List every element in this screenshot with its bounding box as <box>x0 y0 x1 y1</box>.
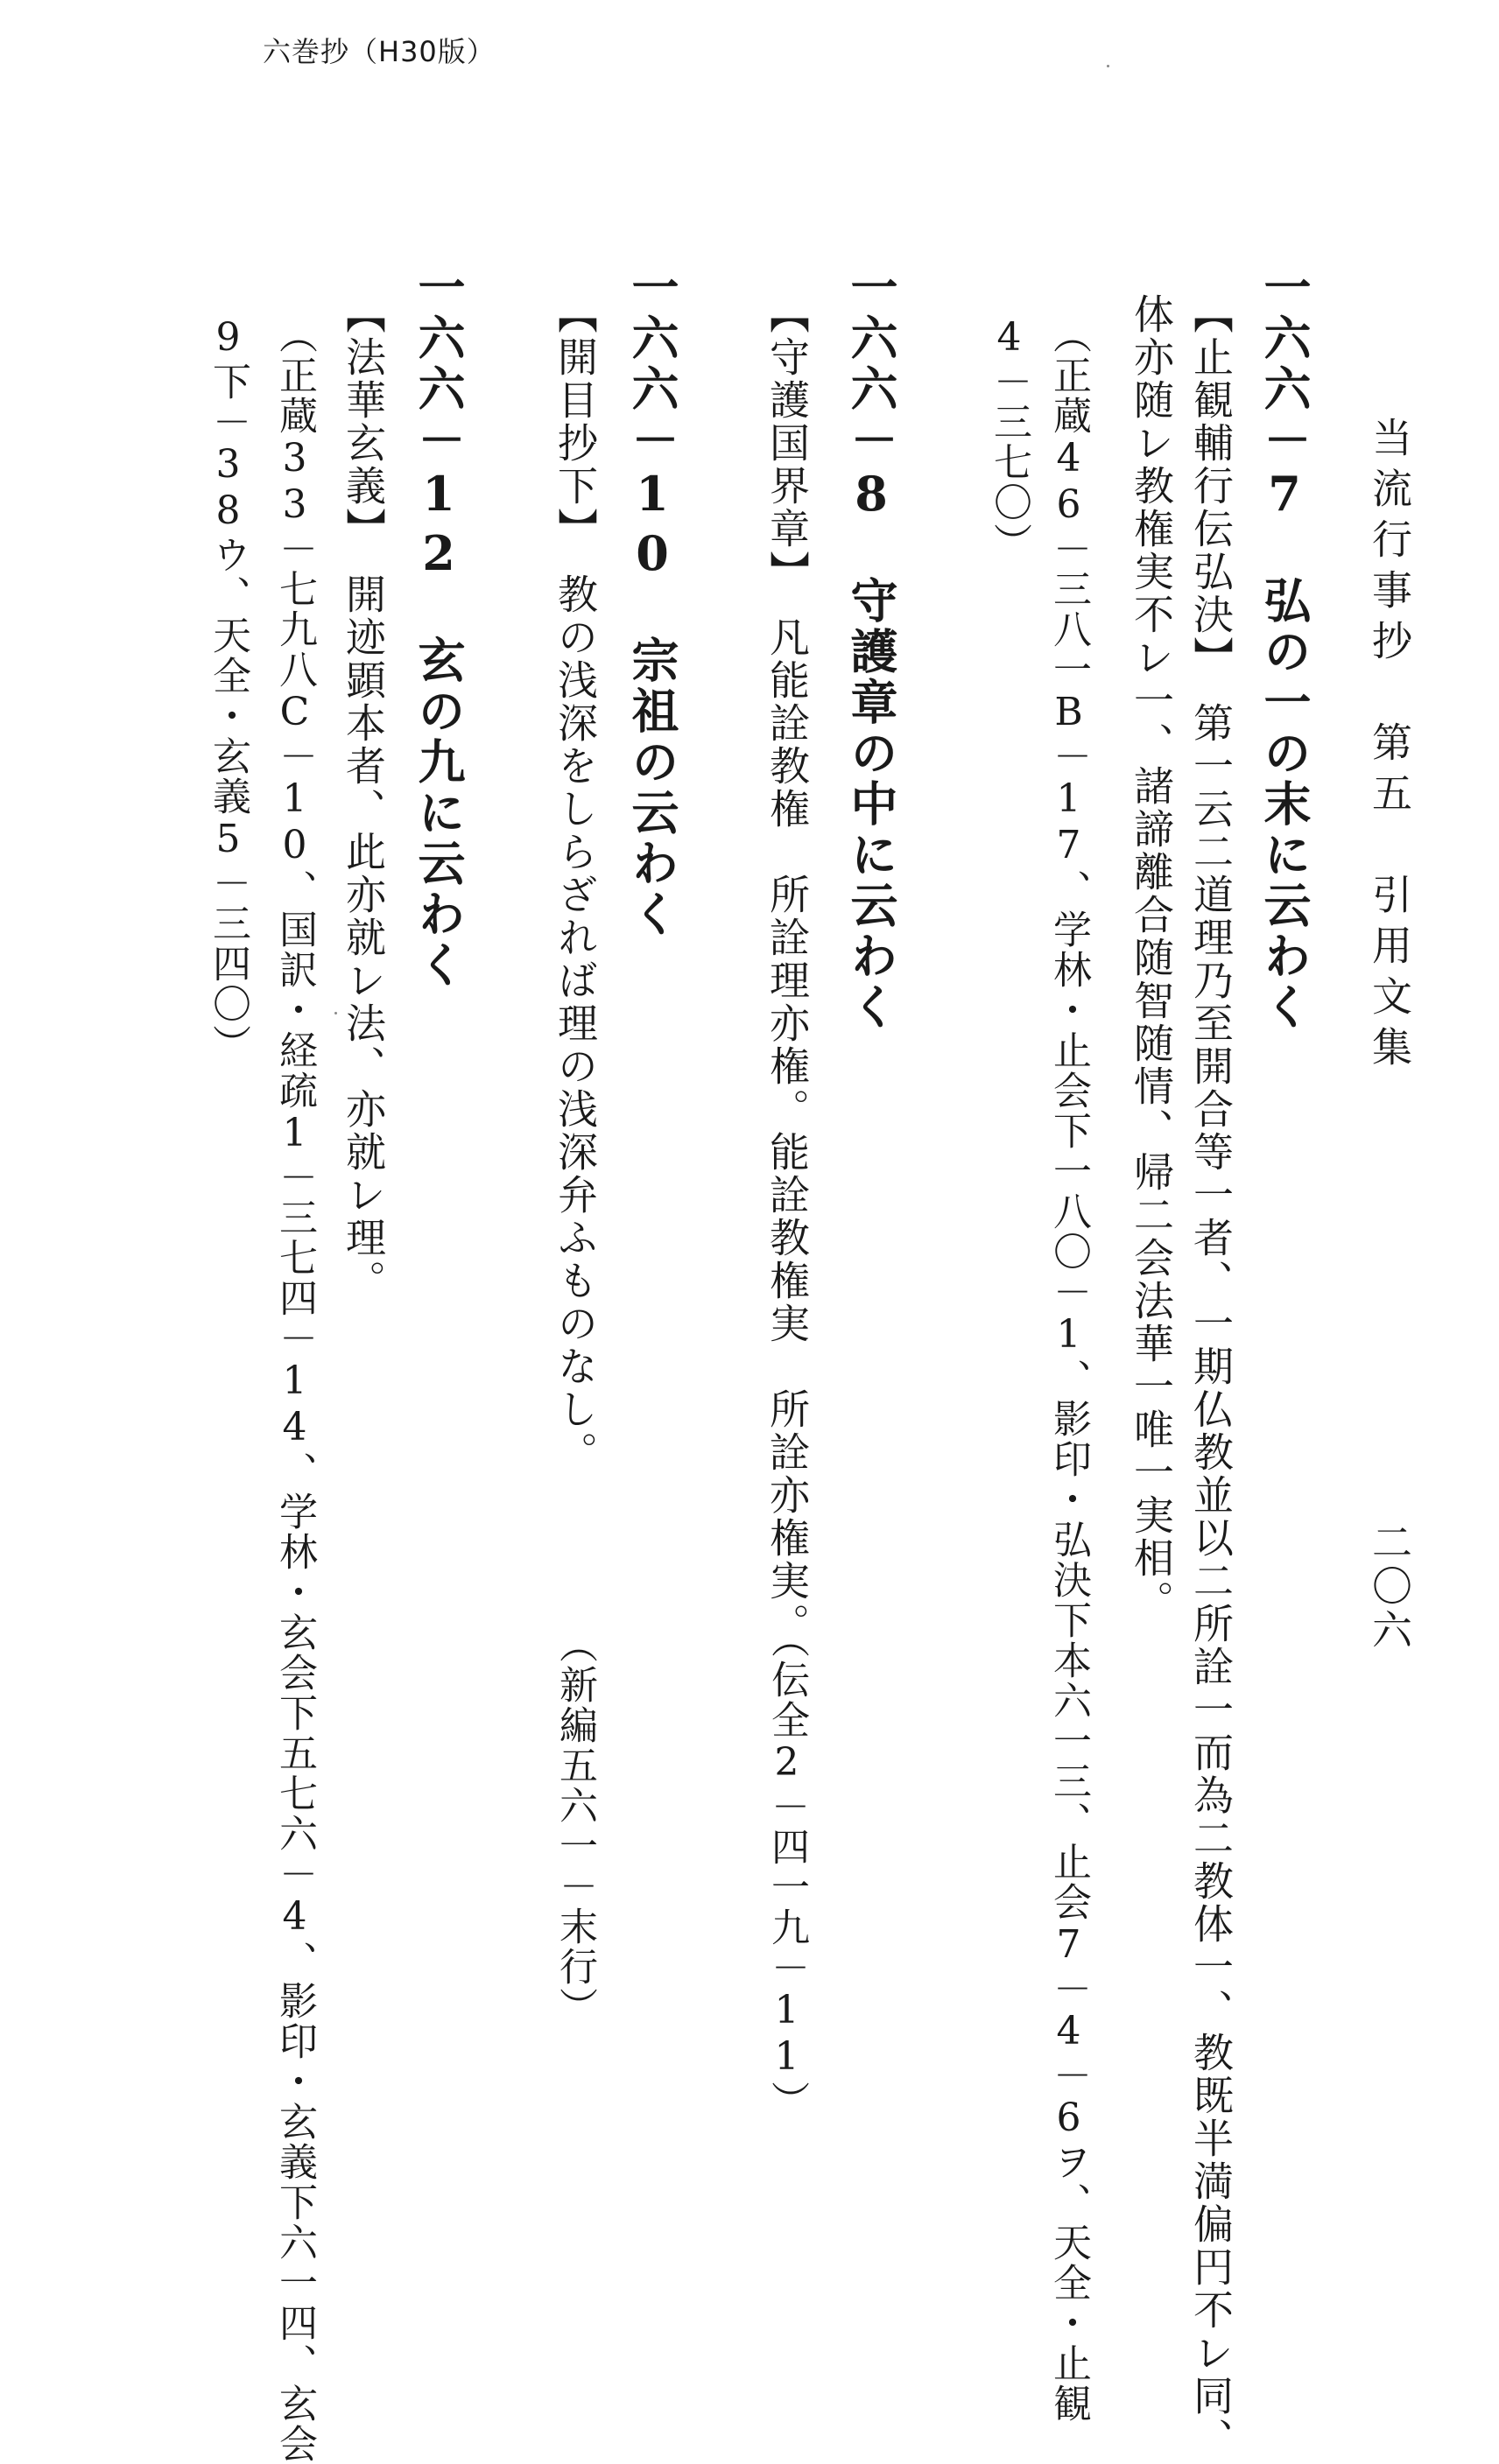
citation-ref: 9下－38ウ、天全・玄義5－三四〇） <box>206 315 250 1064</box>
section-text: 【守護国界章】 凡能詮教権 所詮理亦権。能詮教権実 所詮亦権実。 <box>764 293 811 1646</box>
section-text: 【法華玄義】 開迹顕本者、此亦就レ法、亦就レ理。 <box>340 293 387 1302</box>
page-number: 二〇六 <box>1366 1521 1413 1653</box>
citation-ref: （伝全2－四一九－11） <box>764 1619 809 2121</box>
section-heading: 一六六－12 玄の九に云わく <box>411 263 467 991</box>
section-text: 【止観輔行伝弘決】 第一云二道理乃至開合等一者、一期仏教並以二所詮一而為二教体一、教既半満偏円不レ同、 <box>1187 293 1235 2460</box>
section-heading: 一六六－7 弘の一の末に云わく <box>1256 263 1313 1033</box>
section-heading: 一六六－10 宗祖の云わく <box>624 263 680 940</box>
scan-speck <box>1107 65 1109 67</box>
citation-ref: （正蔵33－七九八C－10、国訳・経疏1－三七四－14、学林・玄会下五七六－4、影印・玄義下六一四、玄会 <box>272 315 317 2464</box>
scan-speck <box>334 1012 337 1014</box>
section-text: 体亦随レ教権実不レ一、諸諦離合随智随情、帰二会法華一唯一実相。 <box>1128 293 1175 1623</box>
citation-ref: （正蔵46－三八一B－17、学林・止会下一八〇－1、影印・弘決下本六一三、止会7－4－6ヲ、天全・止観 <box>1046 315 1091 2424</box>
section-text: 【開目抄下】 教の浅深をしらざれば理の浅深弁ふものなし。 <box>552 293 599 1474</box>
citation-ref: （新編五六一－末行） <box>552 1625 597 2027</box>
section-heading: 一六六－8 守護章の中に云わく <box>843 263 899 1033</box>
document-stamp: 六巻抄（H30版） <box>263 35 496 68</box>
running-head: 当流行事抄 第五 引用文集 <box>1366 417 1413 1077</box>
citation-ref: 4－三七〇） <box>987 315 1031 563</box>
